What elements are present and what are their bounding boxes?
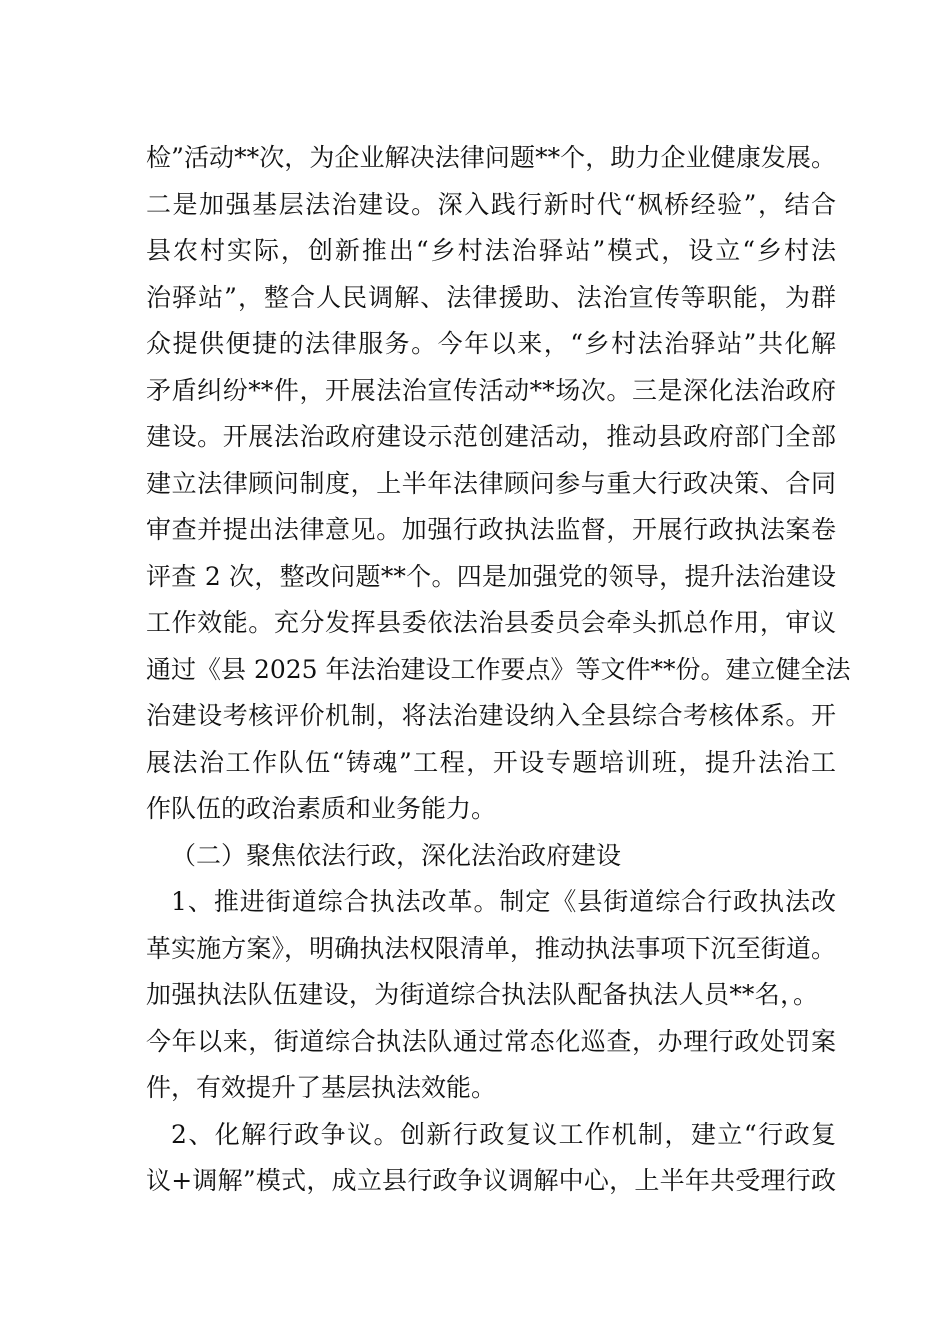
text-line: 众提供便捷的法律服务。今年以来，“乡村法治驿站”共化解 (146, 329, 836, 358)
text-line: 展法治工作队伍“铸魂”工程，开设专题培训班，提升法治工 (146, 748, 836, 777)
text-line: 1、推进街道综合执法改革。制定《县街道综合行政执法改 (171, 887, 836, 916)
text-line: 评查 2 次，整改问题**个。四是加强党的领导，提升法治建设 (146, 562, 836, 591)
text-line: 建立法律顾问制度，上半年法律顾问参与重大行政决策、合同 (146, 469, 836, 498)
text-line: 治驿站”，整合人民调解、法律援助、法治宣传等职能，为群 (146, 283, 836, 312)
text-line: 今年以来，街道综合执法队通过常态化巡查，办理行政处罚案 (146, 1027, 836, 1056)
text-line: 革实施方案》，明确执法权限清单，推动执法事项下沉至街道。 (146, 934, 836, 963)
text-line: 加强执法队伍建设，为街道综合执法队配备执法人员**名，。 (146, 980, 818, 1009)
text-line: 矛盾纠纷**件，开展法治宣传活动**场次。三是深化法治政府 (146, 376, 836, 405)
text-line: 县农村实际，创新推出“乡村法治驿站”模式，设立“乡村法 (146, 236, 836, 265)
text-line: 审查并提出法律意见。加强行政执法监督，开展行政执法案卷 (146, 515, 836, 544)
text-line: 治建设考核评价机制，将法治建设纳入全县综合考核体系。开 (146, 701, 836, 730)
text-line: 件，有效提升了基层执法效能。 (146, 1073, 497, 1102)
text-line: 作队伍的政治素质和业务能力。 (146, 794, 497, 823)
section-heading: （二）聚焦依法行政，深化法治政府建设 (171, 841, 622, 870)
text-line: 检”活动**次，为企业解决法律问题**个，助力企业健康发展。 (146, 143, 836, 172)
text-line: 议+调解”模式，成立县行政争议调解中心，上半年共受理行政 (146, 1166, 836, 1195)
text-line: 工作效能。充分发挥县委依法治县委员会牵头抓总作用，审议 (146, 608, 836, 637)
text-line: 2、化解行政争议。创新行政复议工作机制，建立“行政复 (171, 1120, 836, 1149)
text-line: 二是加强基层法治建设。深入践行新时代“枫桥经验”，结合 (146, 190, 836, 219)
text-line: 通过《县 2025 年法治建设工作要点》等文件**份。建立健全法 (146, 655, 851, 684)
text-line: 建设。开展法治政府建设示范创建活动，推动县政府部门全部 (146, 422, 836, 451)
